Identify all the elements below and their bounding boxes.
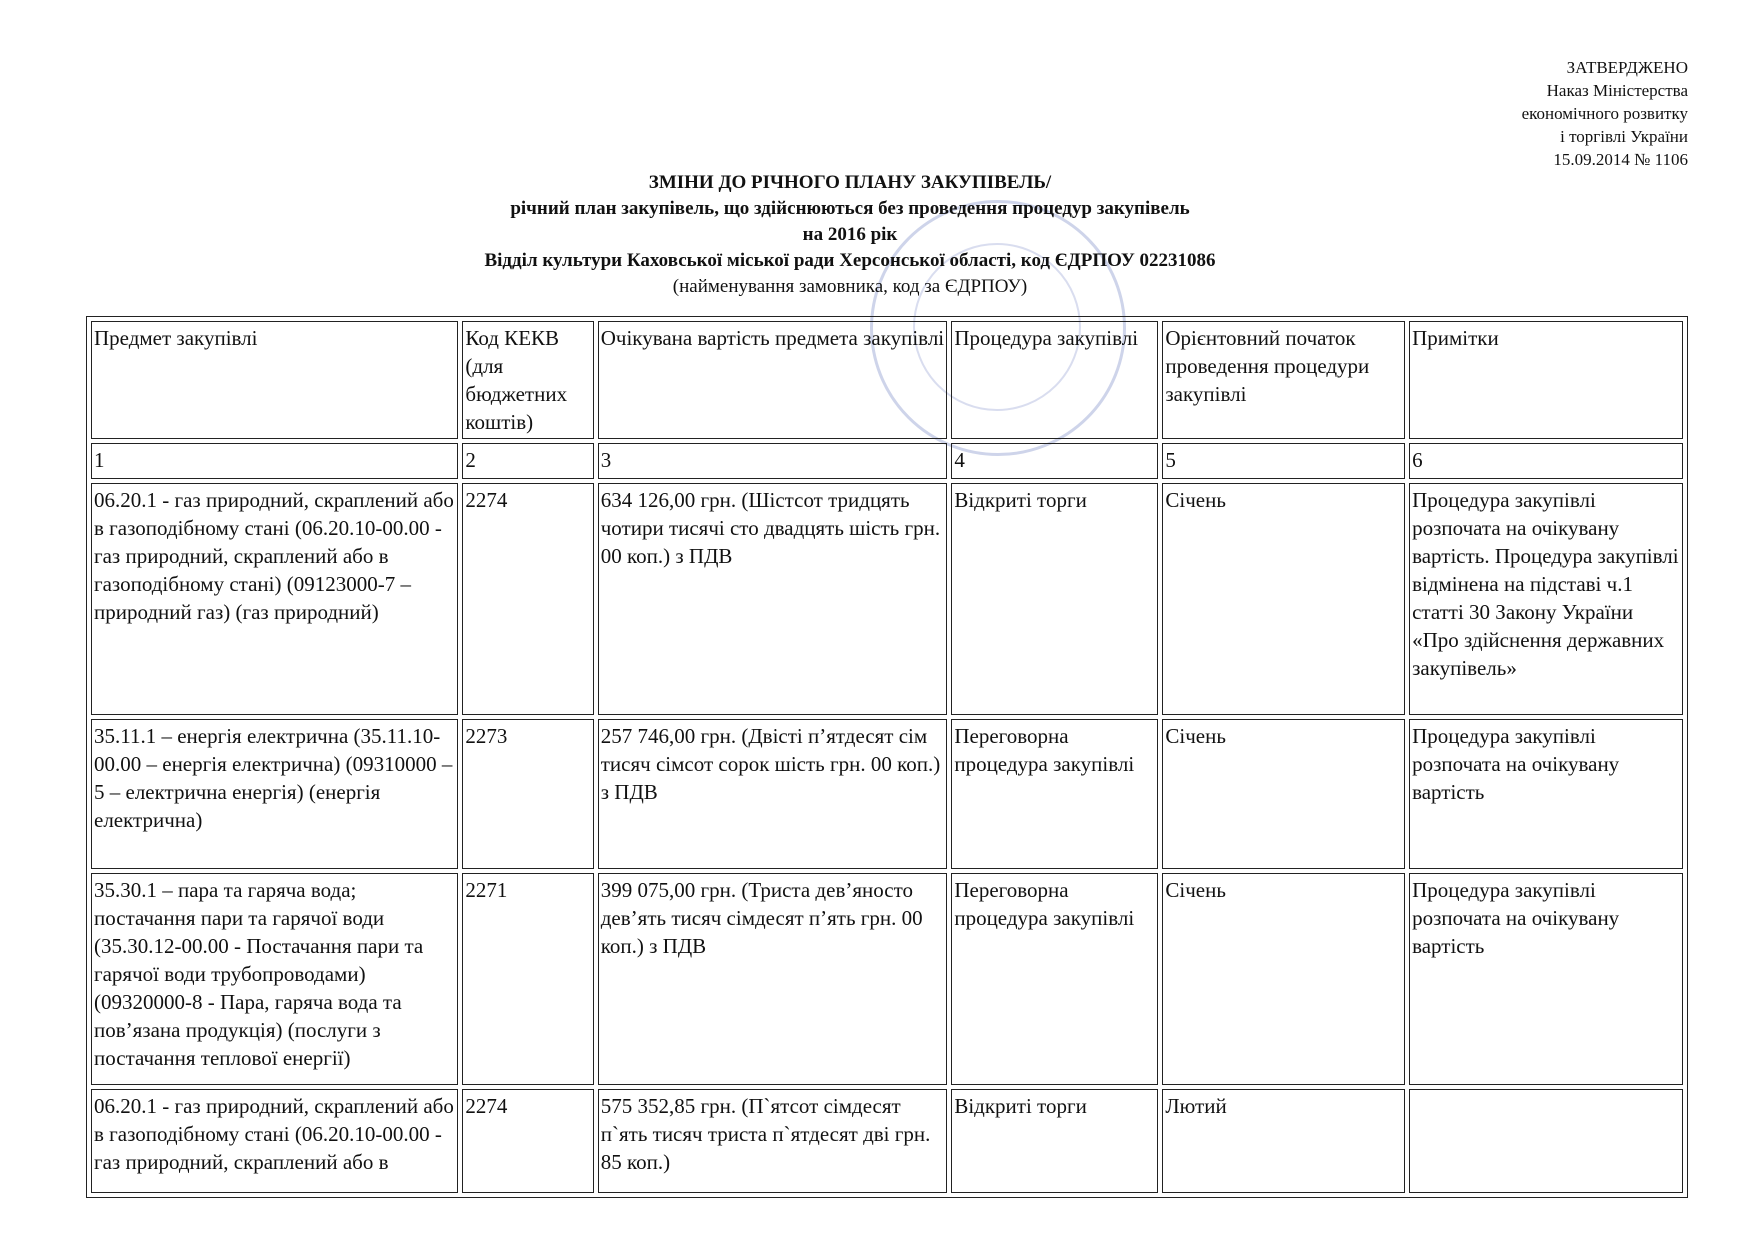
approval-line: Наказ Міністерства [1546,81,1688,100]
header-cell: Предмет закупівлі [91,321,458,439]
header-cell: Процедура закупівлі [951,321,1158,439]
subject-cell: 06.20.1 - газ природний, скраплений або в газоподібному стані (06.20.10-00.00 - газ природний, скраплений або в [91,1089,458,1193]
kekv-cell: 2271 [462,873,593,1085]
notes-cell: Процедура закупівлі розпочата на очікувану вартість [1409,719,1683,869]
subject-cell: 35.30.1 – пара та гаряча вода; постачання пари та гарячої води (35.30.12-00.00 - Постачання пари та гарячої води трубопроводами) (09320000-8 - Пара, гаряча вода та пов’язана продукція) (послуги з постачання теплової енергії) [91,873,458,1085]
approval-line: ЗАТВЕРДЖЕНО [1566,58,1688,77]
header-cell: Примітки [1409,321,1683,439]
header-cell: Очікувана вартість предмета закупівлі [598,321,948,439]
procedure-cell: Переговорна процедура закупівлі [951,873,1158,1085]
column-number: 2 [462,443,593,479]
column-number: 5 [1162,443,1405,479]
plan-table-wrapper [86,316,1688,1198]
subject-cell: 06.20.1 - газ природний, скраплений або в газоподібному стані (06.20.10-00.00 - газ природний, скраплений або в газоподібному стані) (09123000-7 – природний газ) (газ природний) [91,483,458,715]
plan-table [86,316,1688,1198]
title-line-3: на 2016 рік [802,224,898,245]
procedure-cell: Переговорна процедура закупівлі [951,719,1158,869]
table-row [91,719,1683,869]
cost-cell: 399 075,00 грн. (Триста дев’яносто дев’ять тисяч сімдесят п’ять грн. 00 коп.) з ПДВ [598,873,948,1085]
column-number-row [91,443,1683,479]
header-cell: Код КЕКВ (для бюджетних коштів) [462,321,593,439]
start-cell: Січень [1162,873,1405,1085]
kekv-cell: 2274 [462,483,593,715]
column-number: 3 [598,443,948,479]
approval-line: 15.09.2014 № 1106 [1553,150,1688,169]
cost-cell: 575 352,85 грн. (П`ятсот сімдесят п`ять тисяч триста п`ятдесят дві грн. 85 коп.) [598,1089,948,1193]
approval-line: і торгівлі України [1560,127,1688,146]
approval-line: економічного розвитку [1521,104,1688,123]
title-line-1: ЗМІНИ ДО РІЧНОГО ПЛАНУ ЗАКУПІВЕЛЬ/ [648,172,1052,193]
header-cell: Орієнтовний початок проведення процедури закупівлі [1162,321,1405,439]
procedure-cell: Відкриті торги [951,1089,1158,1193]
notes-cell: Процедура закупівлі розпочата на очікувану вартість. Процедура закупівлі відмінена на підставі ч.1 статті 30 Закону України «Про здійснення державних закупівель» [1409,483,1683,715]
table-row [91,483,1683,715]
start-cell: Січень [1162,719,1405,869]
column-number: 6 [1409,443,1683,479]
table-row [91,1089,1683,1193]
table-header-row [91,321,1683,439]
column-number: 1 [91,443,458,479]
title-line-4: Відділ культури Каховської міської ради Херсонської області, код ЄДРПОУ 02231086 [484,250,1216,271]
cost-cell: 634 126,00 грн. (Шістсот тридцять чотири тисячі сто двадцять шість грн. 00 коп.) з ПДВ [598,483,948,715]
kekv-cell: 2274 [462,1089,593,1193]
procedure-cell: Відкриті торги [951,483,1158,715]
notes-cell [1409,1089,1683,1193]
title-line-2: річний план закупівель, що здійснюються без проведення процедур закупівель [510,198,1190,219]
subject-cell: 35.11.1 – енергія електрична (35.11.10-00.00 – енергія електрична) (09310000 – 5 – електрична енергія) (енергія електрична) [91,719,458,869]
start-cell: Січень [1162,483,1405,715]
column-number: 4 [951,443,1158,479]
cost-cell: 257 746,00 грн. (Двісті п’ятдесят сім тисяч сімсот сорок шість грн. 00 коп.) з ПДВ [598,719,948,869]
table-row [91,873,1683,1085]
title-line-5: (найменування замовника, код за ЄДРПОУ) [672,276,1028,297]
start-cell: Лютий [1162,1089,1405,1193]
document-title [300,170,1400,300]
notes-cell: Процедура закупівлі розпочата на очікувану вартість [1409,873,1683,1085]
approval-block [1522,56,1688,171]
kekv-cell: 2273 [462,719,593,869]
